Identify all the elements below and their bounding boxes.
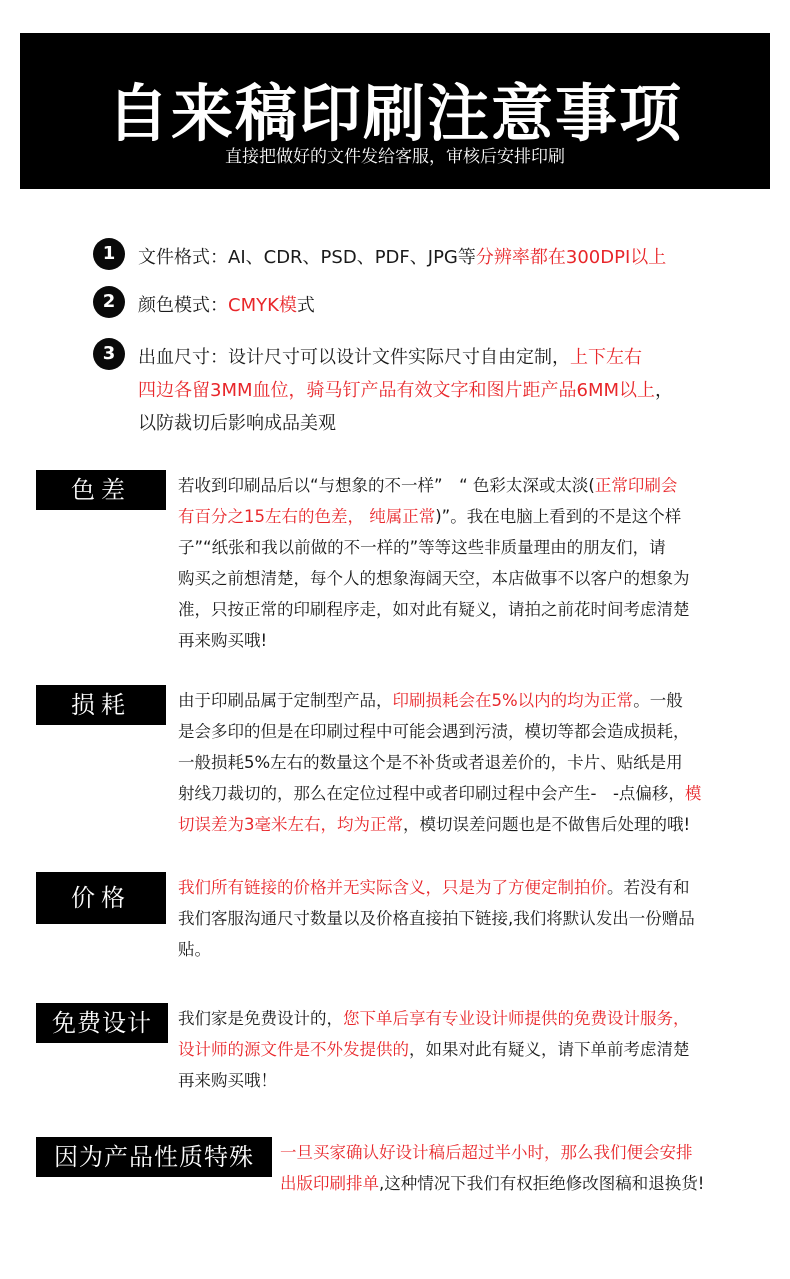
item-text: 文件格式：AI、CDR、PSD、PDF、JPG等分辨率都在300DPI以上 [138,247,667,268]
section-label: 价格 [36,872,166,924]
section-label: 损耗 [36,685,166,725]
section-body: 我们家是免费设计的，您下单后享有专业设计师提供的免费设计服务， 设计师的源文件是不外发提供的，如果对此有疑义，请下单前考虑清楚 再来购买哦！ [178,1009,690,1090]
page-subtitle: 直接把做好的文件发给客服，审核后安排印刷 [225,147,565,167]
number-badge: 3 [93,338,125,370]
section-body: 若收到印刷品后以“与想象的不一样” “ 色彩太深或太淡(正常印刷会 有百分之15左右的色差， 纯属正常)”。我在电脑上看到的不是这个样 子”“纸张和我以前做的不一样的”等等这些非质量理由的朋友们，请 购买之前想清楚，每个人的想象海阔天空，本店做事不以客户的想象为 准，只按正常的印刷程序走，如对此有疑义，请拍之前花时间考虑清楚 再来购买哦! [178,476,690,650]
section-label: 色差 [36,470,166,510]
header-banner [20,33,770,189]
item-text: 颜色模式：CMYK模式 [138,295,315,316]
page-title: 自来稿印刷注意事项 [106,77,683,150]
item-text: 出血尺寸：设计尺寸可以设计文件实际尺寸自由定制，上下左右 四边各留3MM血位，骑马钉产品有效文字和图片距产品6MM以上， 以防裁切后影响成品美观 [138,347,674,434]
section-body: 一旦买家确认好设计稿后超过半小时，那么我们便会安排 出版印刷排单,这种情况下我们有权拒绝修改图稿和退换货! [280,1143,705,1193]
number-badge: 2 [93,286,125,318]
section-label: 免费设计 [36,1003,168,1043]
section-body: 我们所有链接的价格并无实际含义，只是为了方便定制拍价。若没有和 我们客服沟通尺寸数量以及价格直接拍下链接,我们将默认发出一份赠品 贴。 [178,878,695,959]
number-badge: 1 [93,238,125,270]
section-body: 由于印刷品属于定制型产品，印刷损耗会在5%以内的均为正常。一般 是会多印的但是在印刷过程中可能会遇到污渍，模切等都会造成损耗， 一般损耗5%左右的数量这个是不补货或者退差价的，卡片、贴纸是用 射线刀裁切的，那么在定位过程中或者印刷过程中会产生- -点偏移，模 切误差为3毫米左右，均为正常，模切误差问题也是不做售后处理的哦! [178,691,702,834]
section-label: 因为产品性质特殊 [36,1137,272,1177]
